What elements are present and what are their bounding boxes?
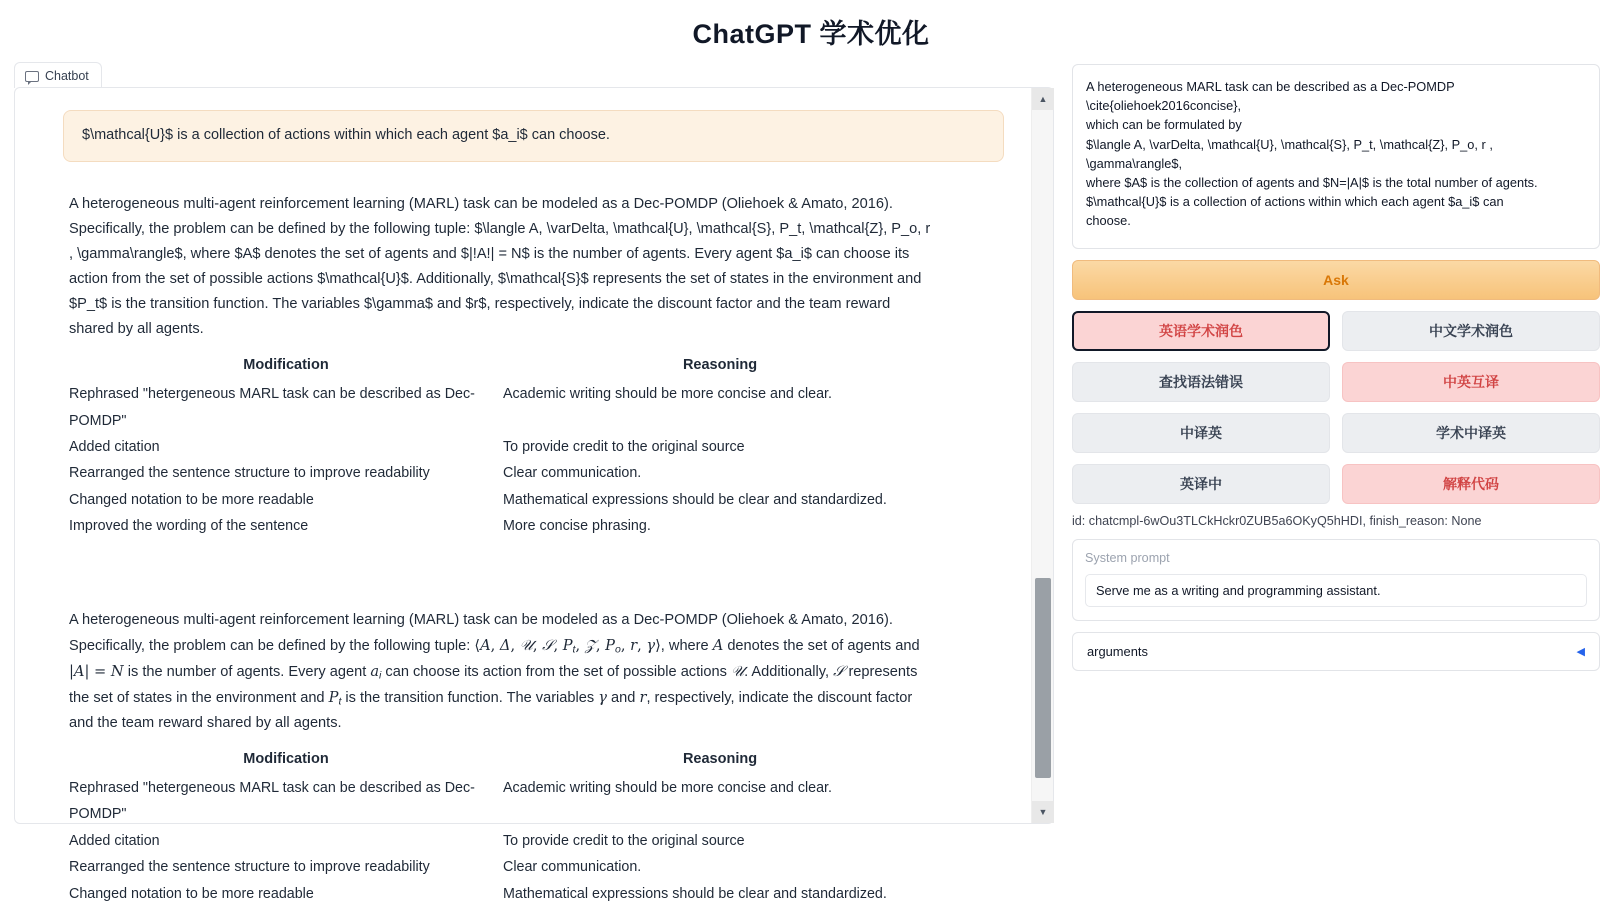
tab-chatbot-label: Chatbot	[45, 69, 89, 83]
table-row	[69, 381, 937, 434]
system-prompt-section	[1072, 539, 1600, 621]
table-row	[69, 513, 937, 539]
system-prompt-input[interactable]: Serve me as a writing and programming assistant.	[1085, 574, 1587, 607]
prompt-line: which can be formulated by	[1086, 117, 1242, 133]
arguments-accordion[interactable]	[1072, 632, 1600, 671]
table-row	[69, 854, 937, 880]
prompt-line: where $A$ is the collection of agents and $N=|A|$ is the total number of agents.	[1086, 174, 1538, 190]
prompt-line: choose.	[1086, 213, 1131, 229]
prompt-line: $\mathcal{U}$ is a collection of actions within which each agent $a_i$ can	[1086, 194, 1504, 210]
table-header-modification: Modification	[243, 751, 329, 768]
preset-grammar-check-button[interactable]: 查找语法错误	[1072, 362, 1330, 402]
cell-modification: Changed notation to be more readable	[69, 491, 314, 508]
table-header-row	[69, 352, 937, 381]
status-text: id: chatcmpl-6wOu3TLCkHckr0ZUB5a6OKyQ5hHDI, finish_reason: None	[1072, 514, 1482, 528]
table-row	[69, 881, 937, 907]
chat-scrollbar[interactable]	[1031, 88, 1053, 823]
modification-table-raw	[69, 352, 937, 539]
cell-reasoning: Academic writing should be more concise and clear.	[503, 386, 832, 403]
chat-message-user: $\mathcal{U}$ is a collection of actions within which each agent $a_i$ can choose.	[63, 110, 1004, 162]
prompt-line: \gamma\rangle$,	[1086, 155, 1183, 171]
table-header-modification: Modification	[243, 357, 329, 374]
main-layout	[0, 61, 1622, 902]
prompt-input[interactable]	[1072, 64, 1600, 249]
chat-icon	[25, 71, 39, 82]
preset-chinese-polish-button[interactable]: 中文学术润色	[1342, 311, 1600, 351]
cell-reasoning: To provide credit to the original source	[503, 832, 745, 849]
prompt-line: $\langle A, \varDelta, \mathcal{U}, \mathcal{S}, P_t, \mathcal{Z}, P_o, r ,	[1086, 136, 1493, 152]
table-header-row	[69, 746, 937, 775]
chevron-up-icon[interactable]: ▲	[1032, 88, 1054, 110]
cell-reasoning: More concise phrasing.	[503, 518, 651, 535]
cell-modification: Rephrased "hetergeneous MARL task can be described as Dec-POMDP"	[69, 386, 475, 429]
preset-cn-to-en-button[interactable]: 中译英	[1072, 413, 1330, 453]
table-header-reasoning: Reasoning	[682, 751, 758, 768]
preset-academic-cn-to-en-button[interactable]: 学术中译英	[1342, 413, 1600, 453]
chat-scroll-area	[15, 88, 1031, 902]
chat-transcript	[14, 87, 1054, 902]
preset-english-polish-button[interactable]: 英语学术润色	[1072, 311, 1330, 351]
ask-button[interactable]: Ask	[1072, 260, 1600, 300]
table-row	[69, 434, 937, 460]
preset-explain-code-button[interactable]: 解释代码	[1342, 464, 1600, 504]
cell-reasoning: Mathematical expressions should be clear and standardized.	[503, 885, 887, 902]
chatbot-panel	[14, 61, 1054, 902]
system-prompt-label: System prompt	[1085, 551, 1170, 565]
cell-reasoning: Academic writing should be more concise and clear.	[503, 780, 832, 797]
preset-cn-en-translate-button[interactable]: 中英互译	[1342, 362, 1600, 402]
table-row	[69, 828, 937, 854]
control-panel	[1072, 61, 1600, 824]
page-title: ChatGPT 学术优化	[692, 19, 930, 49]
message-spacer	[55, 544, 1009, 578]
bot-rendered-text: A heterogeneous multi-agent reinforcement learning (MARL) task can be modeled as a Dec-POMDP (Oliehoek & Amato, 2016). Specifically, the problem can be defined by the following tuple: ⟨A, Δ, 𝒰, 𝒮, $P_t$, 𝒵, $P_o$, r, γ⟩, where A denotes the set of agents and |A| = N is the number of agents. Every agent $a_i$ can choose its action from the set of possible actions 𝒰. Additionally, 𝒮 represents the set of states in the environment and $P_t$ is the transition function. The variables γ and r, respectively, indicate the discount factor and the team reward shared by all agents.	[69, 611, 920, 732]
cell-reasoning: To provide credit to the original source	[503, 439, 745, 455]
bot-raw-text: A heterogeneous multi-agent reinforcement learning (MARL) task can be modeled as a Dec-POMDP (Oliehoek & Amato, 2016). Specifically, the problem can be defined by the following tuple: $\langle A, \varDelta, \mathcal{U}, \mathcal{S}, P_t, \mathcal{Z}, P_o, r , \gamma\rangle$, where $A$ denotes the set of agents and $|!A!| = N$ is the number of agents. Every agent $a_i$ can choose its action from the set of possible actions $\mathcal{U}$. Additionally, $\mathcal{S}$ represents the set of states in the environment and $P_t$ is the transition function. The variables $\gamma$ and $r$, respectively, indicate the discount factor and the team reward shared by all agents.	[69, 195, 931, 338]
prompt-line: \cite{oliehoek2016concise},	[1086, 98, 1242, 114]
cell-modification: Added citation	[69, 439, 160, 455]
prompt-line: A heterogeneous MARL task can be described as a Dec-POMDP	[1086, 79, 1455, 94]
modification-table-rendered	[69, 746, 937, 907]
table-row	[69, 775, 937, 828]
arguments-label: arguments	[1087, 644, 1148, 659]
cell-modification: Changed notation to be more readable	[69, 885, 314, 902]
table-header-reasoning: Reasoning	[682, 357, 758, 374]
cell-modification: Added citation	[69, 832, 160, 849]
table-row	[69, 487, 937, 513]
scrollbar-thumb[interactable]	[1035, 578, 1051, 778]
cell-modification: Rephrased "hetergeneous MARL task can be described as Dec-POMDP"	[69, 780, 475, 823]
table-row	[69, 460, 937, 486]
cell-modification: Rearranged the sentence structure to improve readability	[69, 465, 430, 482]
bot-rendered-pre: A heterogeneous multi-agent reinforcement learning (MARL) task can be modeled as a Dec-POMDP (Oliehoek & Amato, 2016). Specifically, the problem can be defined by the following tuple:	[69, 611, 893, 654]
chevron-left-icon[interactable]: ◀	[1576, 646, 1585, 658]
preset-en-to-cn-button[interactable]: 英译中	[1072, 464, 1330, 504]
preset-button-grid	[1072, 311, 1600, 504]
chevron-down-icon[interactable]: ▼	[1032, 801, 1054, 823]
tab-chatbot[interactable]	[14, 62, 102, 88]
chat-message-bot-raw	[67, 186, 939, 544]
cell-modification: Rearranged the sentence structure to improve readability	[69, 859, 430, 876]
cell-reasoning: Clear communication.	[503, 465, 642, 482]
cell-modification: Improved the wording of the sentence	[69, 518, 309, 535]
cell-reasoning: Clear communication.	[503, 859, 642, 876]
chat-message-bot-rendered	[67, 602, 939, 911]
cell-reasoning: Mathematical expressions should be clear and standardized.	[503, 491, 887, 508]
